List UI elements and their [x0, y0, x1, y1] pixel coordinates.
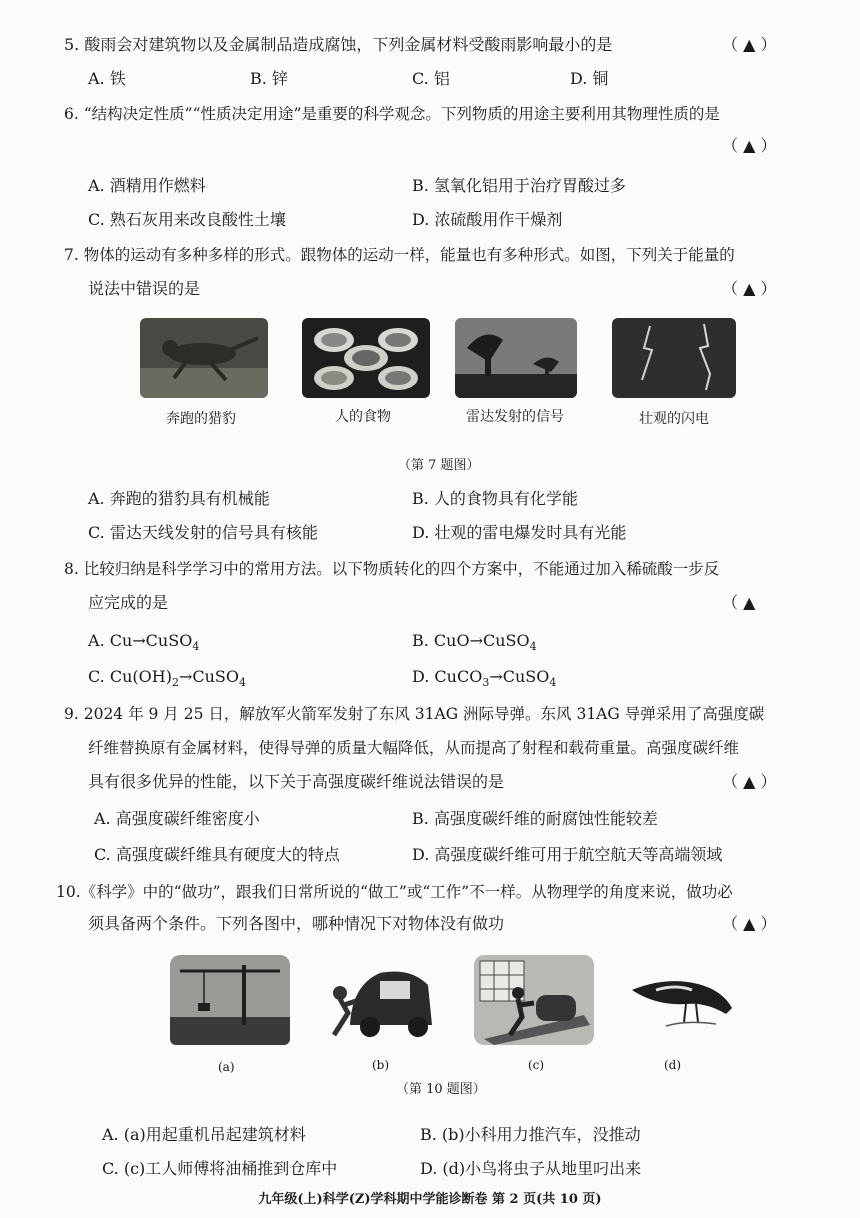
q9-option-d: D. 高强度碳纤维可用于航空航天等高端领域: [412, 845, 723, 864]
q9-option-b: B. 高强度碳纤维的耐腐蚀性能较差: [412, 809, 658, 828]
q7-answer-bracket: （ ▲ ）: [722, 279, 777, 298]
q7-option-c: C. 雷达天线发射的信号具有核能: [88, 523, 318, 542]
q10-caption-b: (b): [372, 1058, 390, 1072]
q10-answer-bracket: （ ▲ ）: [722, 914, 777, 933]
q5-option-c: C. 铝: [412, 69, 450, 88]
q7-caption-radar: 雷达发射的信号: [466, 409, 564, 425]
lightning-image: [612, 318, 736, 398]
crane-image: [170, 955, 290, 1045]
q9-stem-line2: 纤维替换原有金属材料，使得导弹的质量大幅降低，从而提高了射程和载荷重量。高强度碳纤维: [88, 739, 740, 757]
q10-caption-c: (c): [528, 1058, 545, 1072]
q10-stem-line1: 10.《科学》中的“做功”，跟我们日常所说的“做工”或“工作”不一样。从物理学的角度来说，做功必: [56, 883, 733, 901]
q5-option-a: A. 铁: [88, 69, 126, 88]
q8-option-a: A. Cu→CuSO$_4$: [88, 631, 200, 654]
q8-answer-bracket: （ ▲: [722, 593, 756, 612]
page-footer: 九年级(上)科学(Z)学科期中学能诊断卷 第 2 页(共 10 页): [258, 1192, 602, 1207]
q6-option-d: D. 浓硫酸用作干燥剂: [412, 210, 563, 229]
q5-answer-bracket: （ ▲ ）: [722, 35, 777, 54]
q10-caption-a: (a): [218, 1060, 235, 1074]
q9-option-a: A. 高强度碳纤维密度小: [94, 809, 260, 828]
oil-drum-image: [474, 955, 594, 1045]
q5-option-b: B. 锌: [250, 69, 288, 88]
q8-option-d: D. CuCO$_3$→CuSO$_4$: [412, 667, 557, 690]
q7-option-a: A. 奔跑的猎豹具有机械能: [88, 489, 270, 508]
q6-stem: 6. “结构决定性质”“性质决定用途”是重要的科学观念。下列物质的用途主要利用其物理性质的是: [64, 105, 720, 123]
q6-answer-bracket: （ ▲ ）: [722, 136, 777, 155]
q7-option-d: D. 壮观的雷电爆发时具有光能: [412, 523, 627, 542]
q7-option-b: B. 人的食物具有化学能: [412, 489, 578, 508]
q9-option-c: C. 高强度碳纤维具有硬度大的特点: [94, 845, 340, 864]
q10-caption-d: (d): [664, 1058, 682, 1072]
pushing-car-image: [320, 955, 440, 1045]
q7-stem-line2: 说法中错误的是: [88, 279, 201, 298]
q8-stem-line2: 应完成的是: [88, 593, 169, 612]
cheetah-image: [140, 318, 268, 398]
q5-option-d: D. 铜: [570, 69, 609, 88]
radar-image: [455, 318, 577, 398]
q8-option-c: C. $Cu(OH)_2\to CuSO_4$: [88, 667, 246, 690]
q7-caption-cheetah: 奔跑的猎豹: [166, 411, 236, 427]
q9-stem-line1: 9. 2024 年 9 月 25 日，解放军火箭军发射了东风 31AG 洲际导弹。东风 31AG 导弹采用了高强度碳: [64, 705, 765, 723]
q7-caption-food: 人的食物: [335, 409, 391, 425]
q6-option-b: B. 氢氧化铝用于治疗胃酸过多: [412, 176, 626, 195]
q7-caption-lightning: 壮观的闪电: [639, 411, 709, 427]
q10-figure-caption: （第 10 题图）: [396, 1082, 486, 1097]
q10-option-d: D. (d)小鸟将虫子从地里叼出来: [420, 1159, 642, 1178]
q9-answer-bracket: （ ▲ ）: [722, 772, 777, 791]
q7-figure-caption: （第 7 题图）: [398, 458, 480, 473]
q6-option-c: C. 熟石灰用来改良酸性土壤: [88, 210, 286, 229]
q6-option-a: A. 酒精用作燃料: [88, 176, 206, 195]
q8-option-b: B. CuO→CuSO$_4$: [412, 631, 537, 654]
q10-option-c: C. (c)工人师傅将油桶推到仓库中: [102, 1159, 338, 1178]
food-image: [302, 318, 430, 398]
q10-option-a: A. (a)用起重机吊起建筑材料: [102, 1125, 306, 1144]
q10-option-b: B. (b)小科用力推汽车，没推动: [420, 1125, 641, 1144]
q10-stem-line2: 须具备两个条件。下列各图中，哪种情况下对物体没有做功: [88, 914, 505, 933]
bird-image: [626, 960, 746, 1040]
q7-stem-line1: 7. 物体的运动有多种多样的形式。跟物体的运动一样，能量也有多种形式。如图，下列关于能量的: [64, 246, 735, 264]
q9-stem-line3: 具有很多优异的性能，以下关于高强度碳纤维说法错误的是: [88, 772, 505, 791]
q5-stem: 5. 酸雨会对建筑物以及金属制品造成腐蚀，下列金属材料受酸雨影响最小的是: [64, 35, 613, 54]
q8-stem-line1: 8. 比较归纳是科学学习中的常用方法。以下物质转化的四个方案中，不能通过加入稀硫酸一步反: [64, 560, 720, 578]
